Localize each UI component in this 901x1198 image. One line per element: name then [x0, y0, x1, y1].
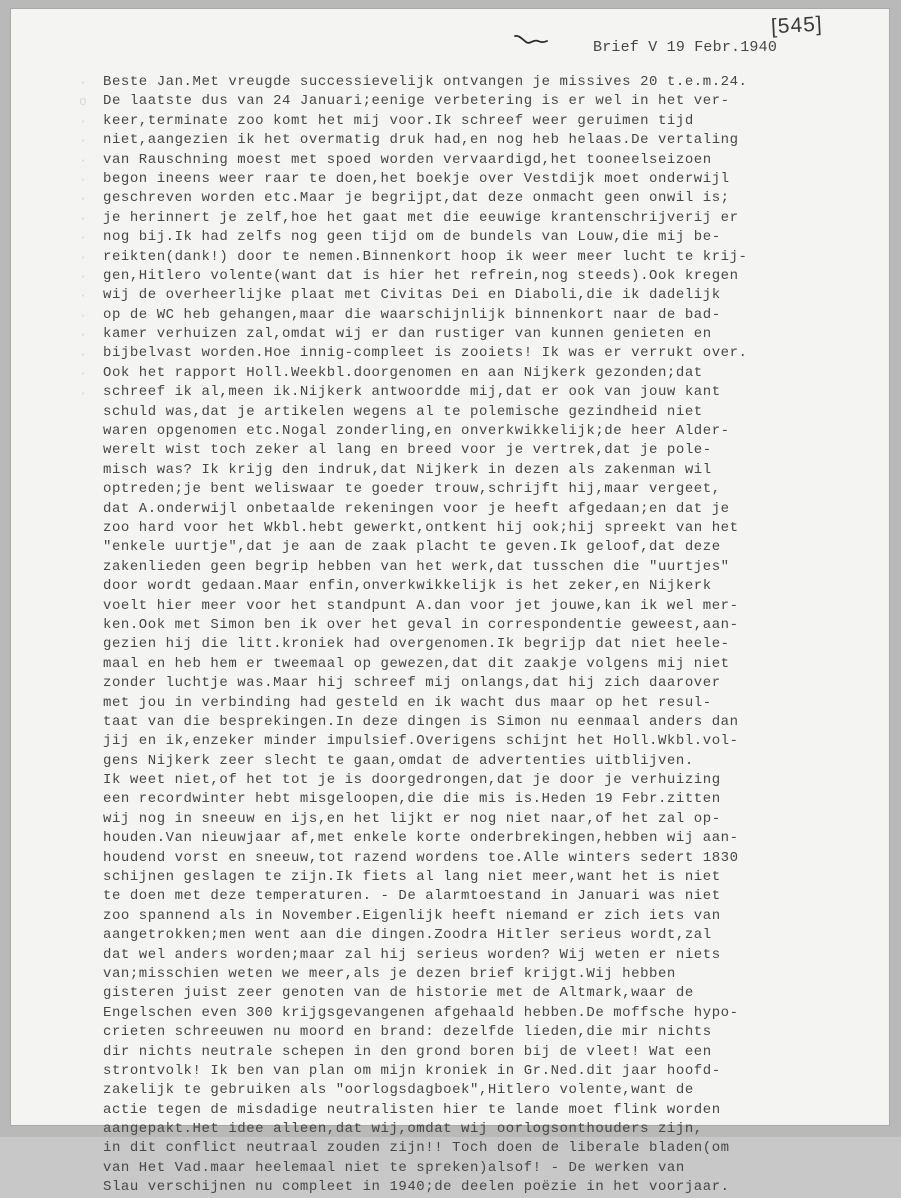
letter-line: misch was? Ik krijg den indruk,dat Nijkerk in dezen als zakenman wil	[103, 461, 712, 478]
letter-line: geschreven worden etc.Maar je begrijpt,dat deze onmacht geen onwil is;	[103, 190, 730, 207]
letter-line: reikten(dank!) door te nemen.Binnenkort hoop ik weer meer lucht te krij-	[103, 248, 748, 265]
archive-number: [545]	[770, 12, 824, 39]
letter-line: gens Nijkerk zeer slecht te gaan,omdat de advertenties uitblijven.	[103, 752, 694, 769]
letter-line: maal en heb hem er tweemaal op gewezen,dat dit zaakje volgens mij niet	[103, 655, 730, 672]
letter-line: van Het Vad.maar heelemaal niet te spreken)alsof! - De werken van	[103, 1159, 685, 1176]
letter-line: wij nog in sneeuw en ijs,en het lijkt er nog niet naar,of het zal op-	[103, 810, 721, 827]
letter-line: nog bij.Ik had zelfs nog geen tijd om de bundels van Louw,die mij be-	[103, 229, 721, 246]
letter-line: schuld was,dat je artikelen wegens al te polemische gezindheid niet	[103, 403, 703, 420]
letter-line: taat van die besprekingen.In deze dingen is Simon nu eenmaal anders dan	[103, 713, 739, 730]
letter-line: aangetrokken;men went aan die dingen.Zoodra Hitler serieus wordt,zal	[103, 927, 712, 944]
letter-line: houdend vorst en sneeuw,tot razend wordens toe.Alle winters sedert 1830	[103, 849, 739, 866]
letter-line: keer,terminate zoo komt het mij voor.Ik schreef weer geruimen tijd	[103, 112, 694, 129]
letter-line: je herinnert je zelf,hoe het gaat met die eeuwige krantenschrijverij er	[103, 209, 739, 226]
letter-line: schijnen geslagen te zijn.Ik fiets al lang niet meer,want het is niet	[103, 869, 721, 886]
letter-line: aangepakt.Het idee alleen,dat wij,omdat wij oorlogsonthouders zijn,	[103, 1121, 703, 1138]
letter-line: schreef ik al,meen ik.Nijkerk antwoordde mij,dat er ook van jouw kant	[103, 384, 721, 401]
letter-line: houden.Van nieuwjaar af,met enkele korte onderbrekingen,hebben wij aan-	[103, 830, 739, 847]
letter-line: in dit conflict neutraal zouden zijn!! Toch doen de liberale bladen(om	[103, 1140, 730, 1157]
letter-line: te doen met deze temperaturen. - De alarmtoestand in Januari was niet	[103, 888, 721, 905]
letter-line: zakelijk te gebruiken als "oorlogsdagboek",Hitlero volente,want de	[103, 1082, 694, 1099]
letter-line: met jou in verbinding had gesteld en ik wacht dus maar op het resul-	[103, 694, 712, 711]
letter-line: zoo spannend als in November.Eigenlijk heeft niemand er zich iets van	[103, 907, 721, 924]
letter-line: gezien hij die litt.kroniek had overgenomen.Ik begrijp dat niet heele-	[103, 636, 730, 653]
letter-line: zakenlieden geen begrip hebben van het werk,dat tusschen die "uurtjes"	[103, 558, 730, 575]
letter-line: niet,aangezien ik het overmatig druk had,en nog heb helaas.De vertaling	[103, 132, 739, 149]
letter-line: dir nichts neutrale schepen in den grond boren bij de vleet! Wat een	[103, 1043, 712, 1060]
letter-line: gisteren juist zeer genoten van de historie met de Altmark,waar de	[103, 985, 694, 1002]
letter-line: werelt wist toch zeker al lang en breed voor je vertrek,dat je pole-	[103, 442, 712, 459]
letter-line: gen,Hitlero volente(want dat is hier het refrein,nog steeds).Ook kregen	[103, 267, 739, 284]
letter-line: wij de overheerlijke plaat met Civitas Dei en Diaboli,die ik dadelijk	[103, 287, 721, 304]
letter-line: strontvolk! Ik ben van plan om mijn kroniek in Gr.Ned.dit jaar hoofd-	[103, 1062, 721, 1079]
letter-line: zoo hard voor het Wkbl.hebt gewerkt,ontkent hij ook;hij spreekt van het	[103, 519, 739, 536]
letter-line: "enkele uurtje",dat je aan de zaak placht te geven.Ik geloof,dat deze	[103, 539, 721, 556]
letter-line: waren opgenomen etc.Nogal zonderling,en onverkwikkelijk;de heer Alder-	[103, 423, 730, 440]
letter-line: door wordt gedaan.Maar enfin,onverkwikkelijk is het zeker,en Nijkerk	[103, 578, 712, 595]
letter-line: actie tegen de misdadige neutralisten hier te lande moet flink worden	[103, 1101, 721, 1118]
letter-line: De laatste dus van 24 Januari;eenige verbetering is er wel in het ver-	[103, 93, 730, 110]
letter-line: jij en ik,enzeker minder impulsief.Overigens schijnt het Holl.Wkbl.vol-	[103, 733, 739, 750]
letter-line: begon ineens weer raar te doen,het boekje over Vestdijk moet onderwijl	[103, 170, 730, 187]
letter-line: optreden;je bent weliswaar te goeder trouw,schrijft hij,maar vergeet,	[103, 481, 721, 498]
letter-line: voelt hier meer voor het standpunt A.dan voor jet jouwe,kan ik wel mer-	[103, 597, 739, 614]
letter-line: Ik weet niet,of het tot je is doorgedrongen,dat je door je verhuizing	[103, 772, 721, 789]
letter-line: dat wel anders worden;maar zal hij serieus worden? Wij weten er niets	[103, 946, 721, 963]
letter-line: Engelschen even 300 krijgsgevangenen afgehaald hebben.De moffsche hypo-	[103, 1004, 739, 1021]
letter-line: bijbelvast worden.Hoe innig-compleet is zooiets! Ik was er verrukt over.	[103, 345, 748, 362]
letter-line: zonder luchtje was.Maar hij schreef mij onlangs,dat hij zich daarover	[103, 675, 721, 692]
letter-line: crieten schreeuwen nu moord en brand: dezelfde lieden,die mir nichts	[103, 1024, 712, 1041]
letter-line: op de WC heb gehangen,maar die waarschijnlijk binnenkort naar de bad-	[103, 306, 721, 323]
letter-line: dat A.onderwijl onbetaalde rekeningen voor je heeft afgedaan;en dat je	[103, 500, 730, 517]
letter-line: Ook het rapport Holl.Weekbl.doorgenomen en aan Nijkerk gezonden;dat	[103, 364, 703, 381]
letter-line: Beste Jan.Met vreugde successievelijk ontvangen je missives 20 t.e.m.24.	[103, 74, 748, 90]
letter-line: Slau verschijnen nu compleet in 1940;de deelen poëzie in het voorjaar.	[103, 1179, 730, 1196]
letter-line: ken.Ook met Simon ben ik over het geval in correspondentie geweest,aan-	[103, 616, 739, 633]
bleed-through-marks: · o · · · · · · · · · · · · · · ·	[79, 75, 87, 401]
letter-line: van Rauschning moest met spoed worden vervaardigd,het tooneelseizoen	[103, 151, 712, 168]
letter-body	[103, 73, 748, 1198]
letter-line: van;misschien weten we meer,als je dezen brief krijgt.Wij hebben	[103, 965, 676, 982]
letter-date-header: Brief V 19 Febr.1940	[593, 39, 778, 56]
letter-line: kamer verhuizen zal,omdat wij er dan rustiger van kunnen genieten en	[103, 326, 712, 343]
letter-line: een recordwinter hebt misgeloopen,die die mis is.Heden 19 Febr.zitten	[103, 791, 721, 808]
pen-mark-icon	[513, 33, 549, 47]
